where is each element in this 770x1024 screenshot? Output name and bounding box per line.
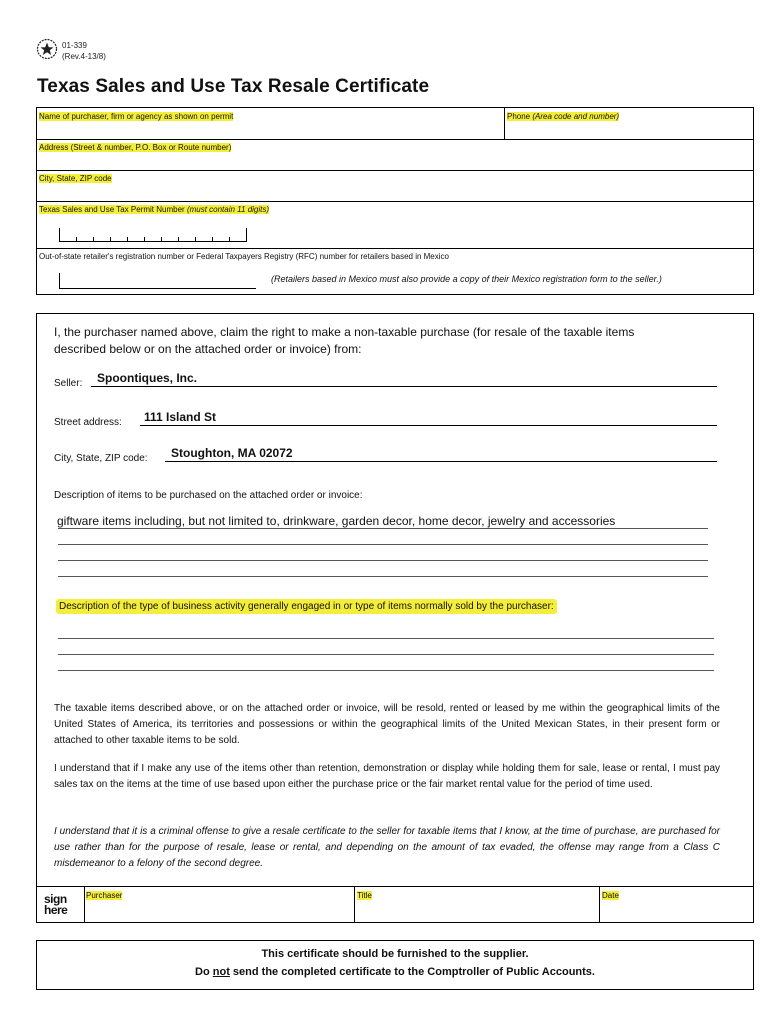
purchaser-signature-field[interactable]	[85, 887, 353, 922]
form-number-block	[62, 40, 106, 62]
address-label: Address (Street & number, P.O. Box or Route number)	[39, 143, 232, 152]
items-description-value[interactable]: giftware items including, but not limited to, drinkware, garden decor, home decor, jewelry and accessories	[57, 514, 616, 528]
business-activity-field[interactable]	[58, 624, 714, 676]
title-field[interactable]	[355, 887, 598, 922]
footer-notice-box	[36, 940, 754, 990]
resale-statement: The taxable items described above, or on the attached order or invoice, will be resold, rented or leased by me within the geographical limits of the United States of America, its territories and possessions or within the geographical limits of the United Mexican States, in their present form or attached to other taxable items to be sold.	[54, 703, 720, 746]
phone-field[interactable]	[505, 108, 753, 139]
street-address-field[interactable]	[140, 409, 717, 426]
seller-field[interactable]	[91, 370, 717, 387]
sign-here-marker: sign here	[44, 892, 68, 917]
rfc-note: (Retailers based in Mexico must also provide a copy of their Mexico registration form to the seller.)	[271, 274, 662, 284]
address-field[interactable]	[37, 140, 753, 170]
street-address-label: Street address:	[54, 417, 122, 428]
certificate-body-box	[36, 313, 754, 923]
city-state-zip-label: City, State, ZIP code	[39, 174, 112, 183]
seller-city-label: City, State, ZIP code:	[54, 453, 148, 464]
permit-number-label: Texas Sales and Use Tax Permit Number (must contain 11 digits)	[39, 205, 270, 214]
rfc-number-label: Out-of-state retailer's registration number or Federal Taxpayers Registry (RFC) number for retailers based in Mexico	[39, 252, 449, 261]
items-description-label: Description of items to be purchased on the attached order or invoice:	[54, 490, 363, 501]
claim-statement: I, the purchaser named above, claim the right to make a non-taxable purchase (for resale of the taxable items described below or on the attached order or invoice) from:	[54, 325, 635, 356]
texas-seal-icon	[36, 38, 58, 60]
purchaser-name-field[interactable]	[37, 108, 503, 139]
rfc-number-input[interactable]	[59, 273, 256, 289]
phone-label: Phone (Area code and number)	[507, 112, 620, 121]
criminal-offense-statement: I understand that it is a criminal offense to give a resale certificate to the seller for taxable items that I know, at the time of purchase, are purchased for use rather than for the purpose of resale, lease or rental, and depending on the amount of tax evaded, the offense may range from a Class C misdemeanor to a felony of the second degree.	[54, 826, 720, 869]
business-activity-label: Description of the type of business activity generally engaged in or type of items normally sold by the purchaser:	[56, 599, 557, 614]
city-state-zip-field[interactable]	[37, 171, 753, 201]
title-label: Title	[357, 891, 372, 900]
footer-line-1: This certificate should be furnished to the supplier.	[261, 948, 529, 960]
purchaser-name-label: Name of purchaser, firm or agency as shown on permit	[39, 112, 234, 121]
permit-number-input[interactable]	[59, 228, 247, 242]
date-label: Date	[602, 891, 619, 900]
form-revision: (Rev.4-13/8)	[62, 52, 106, 61]
seller-label: Seller:	[54, 378, 83, 389]
street-address-value: 111 Island St	[144, 410, 217, 424]
footer-line-2: Do not send the completed certificate to the Comptroller of Public Accounts.	[195, 966, 595, 978]
purchaser-info-box	[36, 107, 754, 295]
seller-city-value: Stoughton, MA 02072	[171, 446, 293, 460]
purchaser-signature-label: Purchaser	[86, 891, 123, 900]
form-number: 01-339	[62, 41, 87, 50]
date-field[interactable]	[600, 887, 753, 922]
seller-value: Spoontiques, Inc.	[97, 371, 198, 385]
use-tax-statement: I understand that if I make any use of the items other than retention, demonstration or display while holding them for sale, lease or rental, I must pay sales tax on the items at the time of use based upon either the purchase price or the fair market rental value for the period of time used.	[54, 763, 720, 790]
seller-city-field[interactable]	[165, 445, 717, 462]
signature-row	[37, 886, 753, 922]
page-title: Texas Sales and Use Tax Resale Certificate	[37, 76, 430, 97]
